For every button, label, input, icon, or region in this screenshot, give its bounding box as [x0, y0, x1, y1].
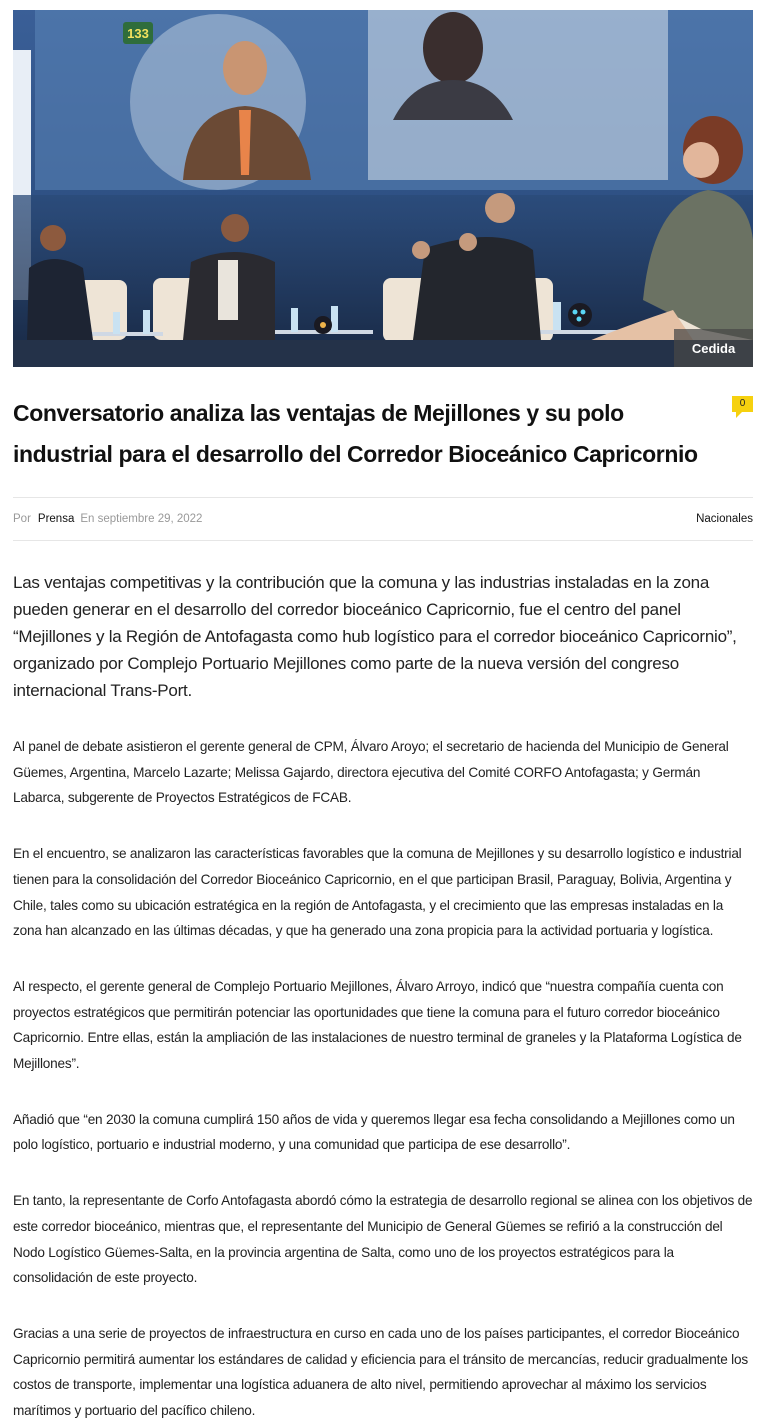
- by-label: Por: [13, 513, 31, 525]
- title-row: [13, 393, 753, 475]
- article-paragraph: En tanto, la representante de Corfo Antofagasta abordó cómo la estrategia de desarrollo regional se alinea con los objetivos de este corredor bioceánico, mientras que, el representante del Municipio de General Güemes se refirió a la construcción del Nodo Logístico Güemes-Salta, en la provincia argentina de Salta, como uno de los proyectos estratégicos para la consolidación de este proyecto.: [13, 1193, 753, 1286]
- panel-photo-illustration: [13, 10, 753, 367]
- author-link[interactable]: Prensa: [37, 513, 75, 525]
- article-paragraph: En el encuentro, se analizaron las características favorables que la comuna de Mejillones y su desarrollo logístico e industrial tienen para la consolidación del Corredor Bioceánico Capricornio, en el que participan Brasil, Paraguay, Bolivia, Argentina y Chile, tales como su ubicación estratégica en la región de Antofagasta, y el crecimiento que las empresas instaladas en la zona han alcanzado en las últimas décadas, y que ha generado una zona propicia para la actividad portuaria y logística.: [13, 846, 742, 939]
- article-paragraph: Al panel de debate asistieron el gerente general de CPM, Álvaro Aroyo; el secretario de hacienda del Municipio de General Güemes, Argentina, Marcelo Lazarte; Melissa Gajardo, directora ejecutiva del Comité CORFO Antofagasta; y Germán Labarca, subgerente de Proyectos Estratégicos de FCAB.: [13, 739, 729, 806]
- article-paragraph: Al respecto, el gerente general de Complejo Portuario Mejillones, Álvaro Arroyo, indicó que “nuestra compañía cuenta con proyectos estratégicos que permitirán potenciar las oportunidades que tiene la comuna para el futuro corredor bioceánico Capricornio. Entre ellas, están la ampliación de las instalaciones de nuestro terminal de graneles y la Plataforma Logística de Mejillones”.: [13, 978, 742, 1072]
- publish-date: En septiembre 29, 2022: [80, 513, 203, 525]
- comment-count-badge[interactable]: 0: [732, 396, 753, 412]
- article-lead: Las ventajas competitivas y la contribución que la comuna y las industrias instaladas en la zona pueden generar en el desarrollo del corredor bioceánico Capricornio, fue el centro del panel “Mejillones y la Región de Antofagasta como hub logístico para el corredor bioceánico Capricornio”, organizado por Complejo Portuario Mejillones como parte de la nueva versión del congreso internacional Trans-Port.: [13, 573, 737, 700]
- article-title: Conversatorio analiza las ventajas de Mejillones y su polo industrial para el desarrollo del Corredor Bioceánico Capricornio: [13, 400, 698, 467]
- hero-photo[interactable]: [13, 10, 753, 367]
- category-link[interactable]: Nacionales: [696, 513, 753, 525]
- article-paragraph: Añadió que “en 2030 la comuna cumplirá 150 años de vida y queremos llegar esa fecha consolidando a Mejillones como un polo logístico, portuario e industrial moderno, y una comunidad que participa de ese desarrollo”.: [13, 1111, 735, 1153]
- article-meta: [13, 497, 753, 541]
- article-container: [13, 10, 753, 1424]
- article-paragraph: Gracias a una serie de proyectos de infraestructura en curso en cada uno de los países participantes, el corredor Bioceánico Capricornio permitirá aumentar los estándares de calidad y eficiencia para el tránsito de mercancías, reducir gradualmente los costos de transporte, implementar una logística aduanera de alto nivel, permitiendo aprovechar al máximo los servicios marítimos y portuario del pacífico chileno.: [13, 1325, 748, 1419]
- screen-graphic-number: 133: [127, 26, 149, 41]
- photo-credit-badge: Cedida: [674, 329, 753, 367]
